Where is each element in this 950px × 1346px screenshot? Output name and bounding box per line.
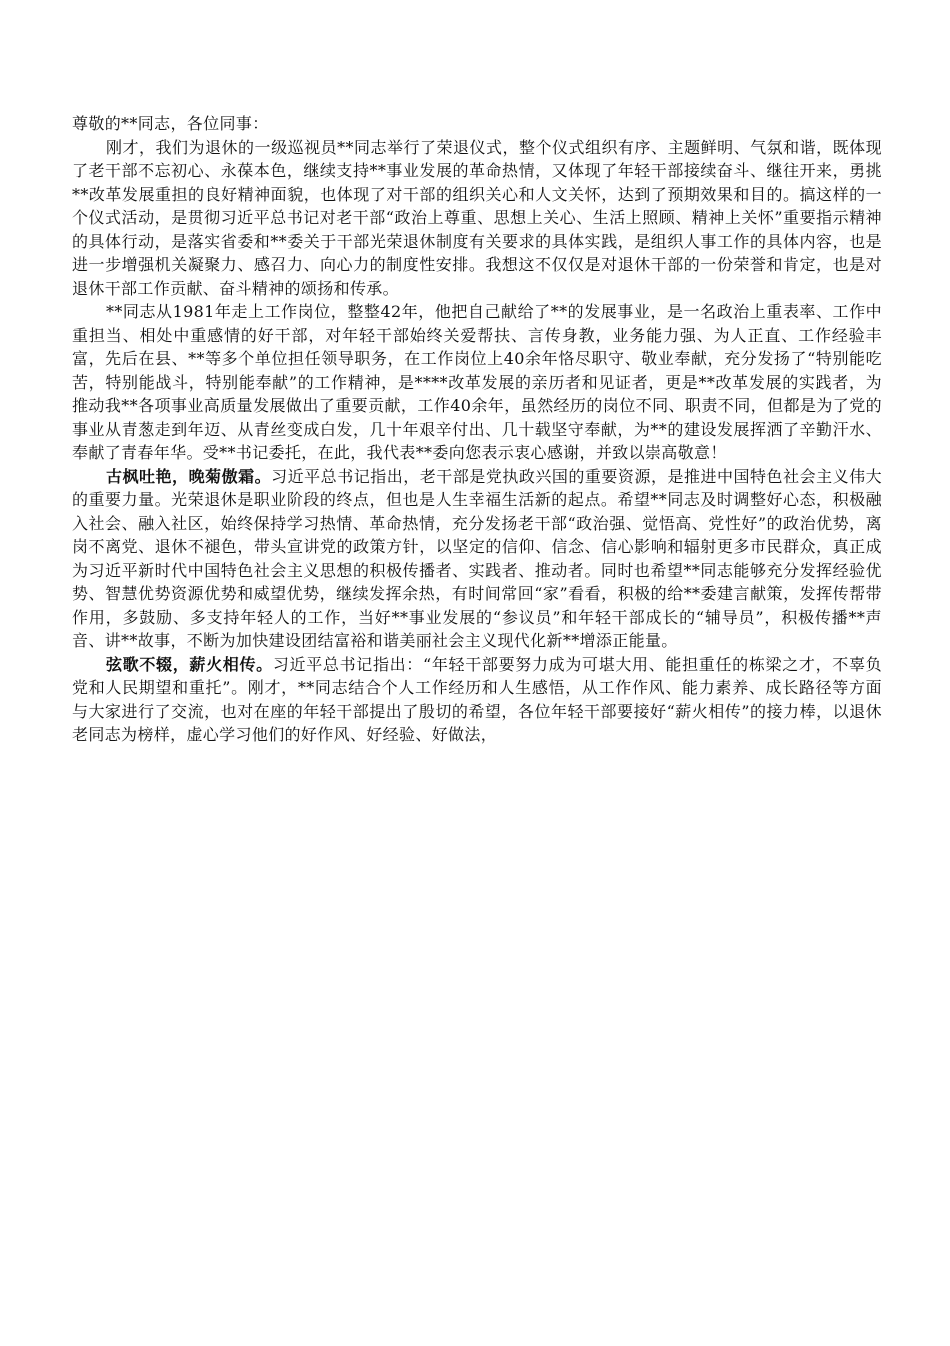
paragraph-1-text: 刚才，我们为退休的一级巡视员**同志举行了荣退仪式，整个仪式组织有序、主题鲜明、气氛和谐，既体现了老干部不忘初心、永葆本色，继续支持**事业发展的革命热情，又体现了年轻干部接续奋斗、继往开来，勇挑**改革发展重担的良好精神面貌，也体现了对干部的组织关心和人文关怀，达到了预期效果和目的。搞这样的一个仪式活动，是贯彻习近平总书记对老干部“政治上尊重、思想上关心、生活上照顾、精神上关怀”重要指示精神的具体行动，是落实省委和**委关于干部光荣退休制度有关要求的具体实践，是组织人事工作的具体内容，也是进一步增强机关凝聚力、感召力、向心力的制度性安排。我想这不仅仅是对退休干部的一份荣誉和肯定，也是对退休干部工作贡献、奋斗精神的颂扬和传承。 (72, 137, 882, 298)
paragraph-3 (72, 465, 882, 653)
paragraph-3-lead: 古枫吐艳，晚菊傲霜。 (106, 466, 272, 486)
paragraph-4 (72, 653, 882, 747)
paragraph-4-lead: 弦歌不辍，薪火相传。 (106, 654, 273, 674)
paragraph-2-text: **同志从1981年走上工作岗位，整整42年，他把自己献给了**的发展事业，是一名政治上重表率、工作中重担当、相处中重感情的好干部，对年轻干部始终关爱帮扶、言传身教，业务能力强、为人正直、工作经验丰富，先后在县、**等多个单位担任领导职务，在工作岗位上40余年恪尽职守、敬业奉献，充分发扬了“特别能吃苦，特别能战斗，特别能奉献”的工作精神，是****改革发展的亲历者和见证者，更是**改革发展的实践者，为推动我**各项事业高质量发展做出了重要贡献，工作40余年，虽然经历的岗位不同、职责不同，但都是为了党的事业从青葱走到年迈、从青丝变成白发，几十年艰辛付出、几十载坚守奉献，为**的建设发展挥洒了辛勤汗水、奉献了青春年华。受**书记委托，在此，我代表**委向您表示衷心感谢，并致以崇高敬意！ (72, 302, 882, 462)
paragraph-1 (72, 136, 882, 301)
paragraph-4-text: 习近平总书记指出：“年轻干部要努力成为可堪大用、能担重任的栋梁之才，不辜负党和人民期望和重托”。刚才，**同志结合个人工作经历和人生感悟，从工作作风、能力素养、成长路径等方面与大家进行了交流，也对在座的年轻干部提出了殷切的希望，各位年轻干部要接好“薪火相传”的接力棒，以退休老同志为榜样，虚心学习他们的好作风、好经验、好做法， (72, 654, 882, 744)
salutation: 尊敬的**同志，各位同事： (72, 114, 269, 133)
paragraph-3-text: 习近平总书记指出，老干部是党执政兴国的重要资源，是推进中国特色社会主义伟大的重要力量。光荣退休是职业阶段的终点，但也是人生幸福生活新的起点。希望**同志及时调整好心态，积极融入社会、融入社区，始终保持学习热情、革命热情，充分发扬老干部“政治强、觉悟高、党性好”的政治优势，离岗不离党、退休不褪色，带头宣讲党的政策方针，以坚定的信仰、信念、信心影响和辐射更多市民群众，真正成为习近平新时代中国特色社会主义思想的积极传播者、实践者、推动者。同时也希望**同志能够充分发挥经验优势、智慧优势资源优势和威望优势，继续发挥余热，有时间常回“家”看看，积极的给**委建言献策，发挥传帮带作用，多鼓励、多支持年轻人的工作，当好**事业发展的“参议员”和年轻干部成长的“辅导员”，积极传播**声音、讲**故事，不断为加快建设团结富裕和谐美丽社会主义现代化新**增添正能量。 (72, 466, 882, 650)
document-page (72, 112, 882, 747)
paragraph-2 (72, 300, 882, 465)
